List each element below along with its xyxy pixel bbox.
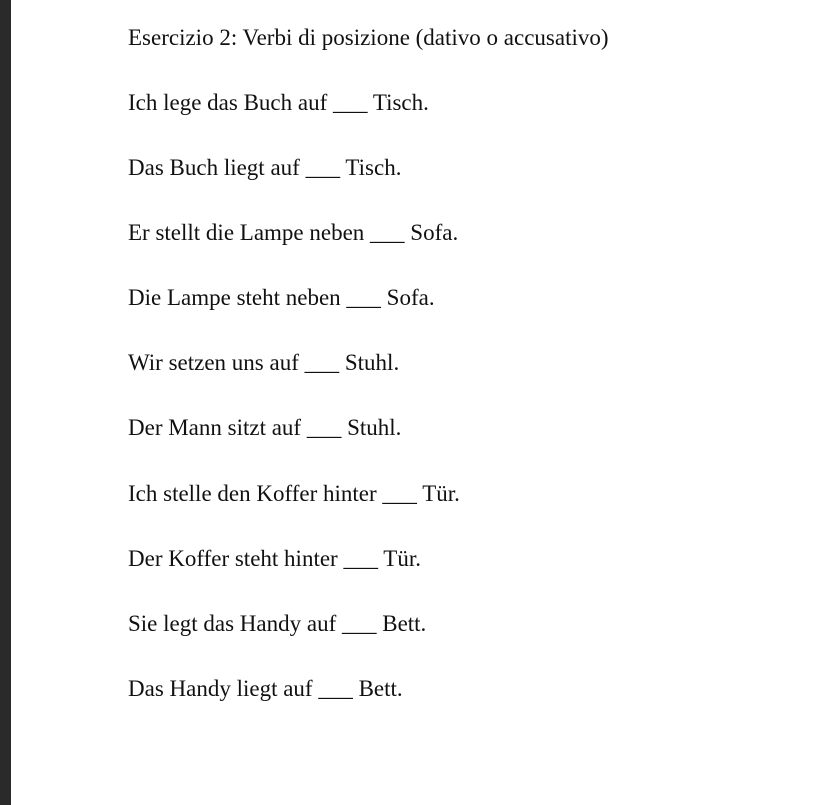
exercise-sentence-3: Er stellt die Lampe neben ___ Sofa. — [128, 220, 459, 245]
exercise-sentence-4: Die Lampe steht neben ___ Sofa. — [128, 285, 435, 310]
exercise-sentence-8: Der Koffer steht hinter ___ Tür. — [128, 546, 421, 571]
exercise-sentence-9: Sie legt das Handy auf ___ Bett. — [128, 611, 427, 636]
viewer-left-edge — [0, 0, 11, 805]
exercise-sentence-7: Ich stelle den Koffer hinter ___ Tür. — [128, 481, 460, 506]
exercise-title: Esercizio 2: Verbi di posizione (dativo o accusativo) — [128, 25, 609, 50]
exercise-sentence-2: Das Buch liegt auf ___ Tisch. — [128, 155, 402, 180]
exercise-sentence-10: Das Handy liegt auf ___ Bett. — [128, 676, 403, 701]
exercise-sentence-6: Der Mann sitzt auf ___ Stuhl. — [128, 415, 402, 440]
exercise-sentence-1: Ich lege das Buch auf ___ Tisch. — [128, 90, 429, 115]
document-page — [11, 0, 816, 805]
exercise-sentence-5: Wir setzen uns auf ___ Stuhl. — [128, 350, 400, 375]
